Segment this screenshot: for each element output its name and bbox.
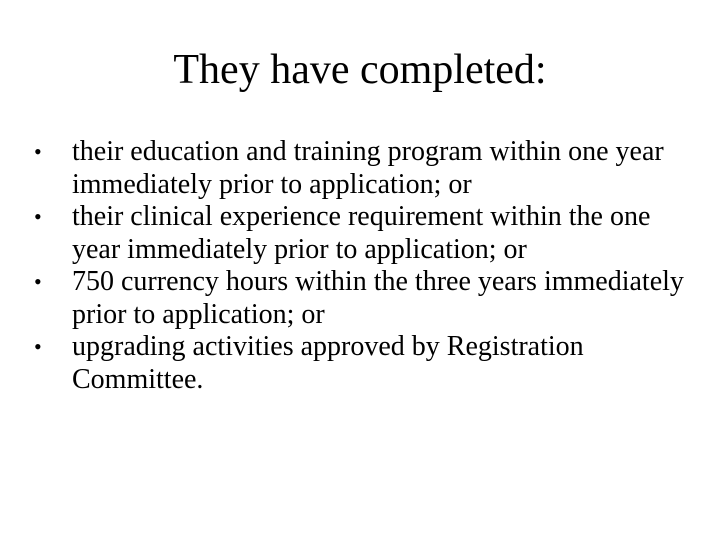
list-item xyxy=(34,201,694,266)
bullet-text: their clinical experience requirement within the one year immediately prior to application; or xyxy=(72,201,651,265)
bullet-icon: • xyxy=(34,139,42,164)
list-item xyxy=(34,136,694,201)
list-item xyxy=(34,266,694,331)
bullet-icon: • xyxy=(34,334,42,359)
bullet-icon: • xyxy=(34,269,42,294)
bullet-icon: • xyxy=(34,204,42,229)
list-item xyxy=(34,331,694,396)
bullet-list xyxy=(34,136,694,396)
slide-title: They have completed: xyxy=(173,47,547,93)
bullet-text: 750 currency hours within the three years immediately prior to application; or xyxy=(72,266,684,330)
bullet-text: their education and training program within one year immediately prior to application; or xyxy=(72,136,664,200)
bullet-text: upgrading activities approved by Registration Committee. xyxy=(72,331,584,395)
